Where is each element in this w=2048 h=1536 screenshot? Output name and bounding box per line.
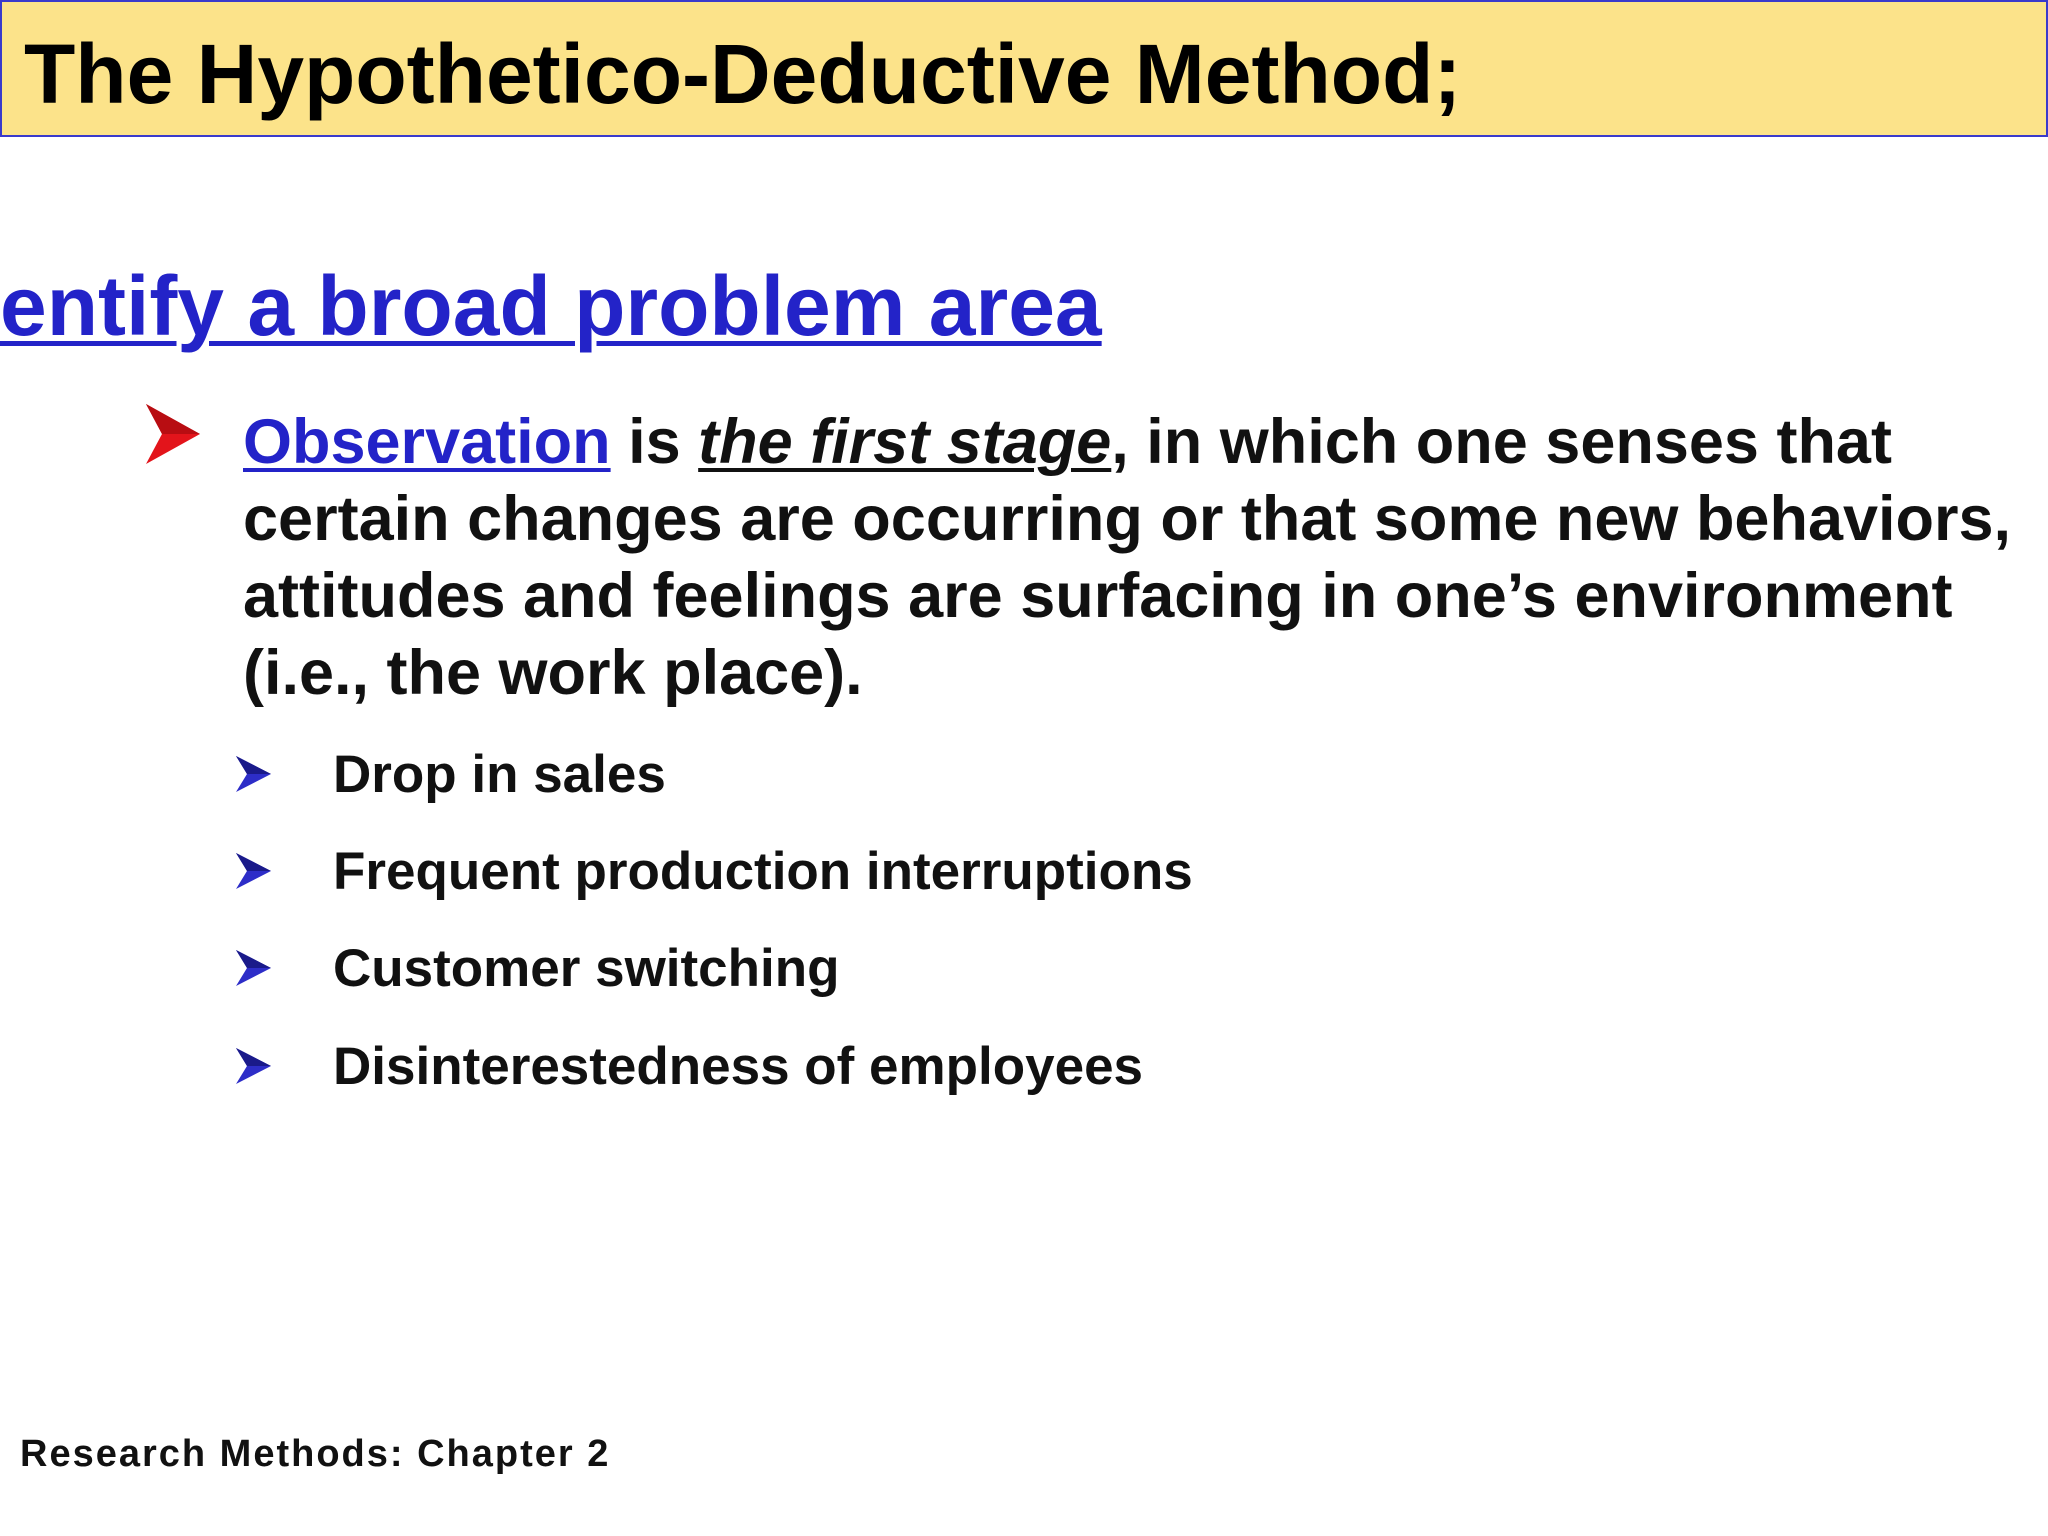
observation-link[interactable]: Observation <box>243 407 611 477</box>
list-item-label: Frequent production interruptions <box>333 842 1193 901</box>
slide-footer: Research Methods: Chapter 2 <box>20 1433 611 1475</box>
emphasis-text: the first stage <box>698 407 1112 477</box>
blue-arrow-bullet-icon <box>233 754 273 794</box>
slide-title: The Hypothetico-Deductive Method; <box>24 27 1462 121</box>
list-item-label: Disinterestedness of employees <box>333 1037 1144 1096</box>
section-heading: entify a broad problem area <box>0 259 1102 353</box>
list-item <box>233 740 1433 810</box>
red-arrow-bullet-icon <box>140 402 204 466</box>
list-item-label: Customer switching <box>333 939 840 998</box>
list-item-label: Drop in sales <box>333 745 666 804</box>
main-bullet-text <box>243 404 2033 712</box>
blue-arrow-bullet-icon <box>233 1046 273 1086</box>
main-text-part-2: , in which one senses that certain changes are occurring or that some new behaviors, attitudes and feelings are surfacing in one’s environment (i.e., the work place). <box>243 407 2012 708</box>
list-item <box>233 1032 1433 1102</box>
blue-arrow-bullet-icon <box>233 851 273 891</box>
list-item <box>233 837 1433 907</box>
title-bar <box>0 0 2048 137</box>
blue-arrow-bullet-icon <box>233 948 273 988</box>
list-item <box>233 934 1433 1004</box>
main-text-part-1: is <box>610 407 699 477</box>
